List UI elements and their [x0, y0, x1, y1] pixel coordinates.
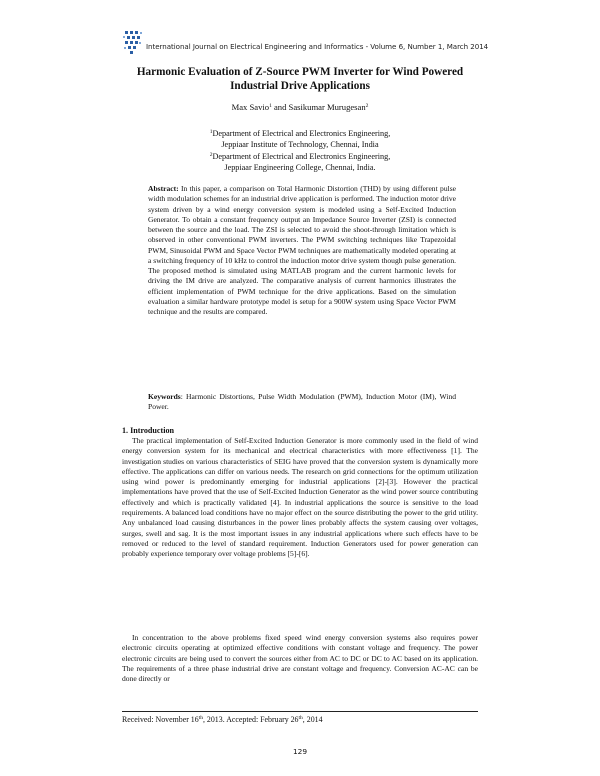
affiliation-1-line-2: Jeppiaar Institute of Technology, Chennai, India [221, 139, 379, 149]
affiliations [100, 127, 500, 174]
author-affil-mark: 2 [365, 103, 369, 109]
journal-logo-icon [122, 28, 144, 58]
introduction-paragraph-2: In concentration to the above problems fixed speed wind energy conversion systems also requires power electronic circuits operating at optimized effective conditions with constant voltage and frequency. The power electronic circuits are being used to convert the sources either from AC to DC or DC to AC based on its application. The requirements of a three phase industrial drive are constant voltage and frequency. Conversion AC-AC can be done directly or [122, 633, 478, 684]
abstract-text: In this paper, a comparison on Total Harmonic Distortion (THD) by using different pulse width modulation schemes for an industrial drive application is performed. The induction motor drive system driven by a wind energy conversion system is modeled using a Self-Excited Induction Generator. To obtain a constant frequency output an Impedance Source Inverter (ZSI) is connected between the source and the load. The ZSI is selected to avoid the shoot-through limitation which is observed in other conventional PWM inverters. The PWM switching techniques like Trapezoidal PWM, Sinusoidal PWM and Space Vector PWM techniques are mathematically modeled operating at a switching frequency of 10 kHz to control the induction motor drive system though pulse generation. The proposed method is simulated using MATLAB program and the current harmonic levels for driving the IM drive are analyzed. The comparative analysis of current harmonics illustrates the efficient implementation of PWM technique for the drive applications. Based on the simulation evaluation a similar hardware prototype model is setup for a 900W system using Space Vector PWM technique and the results are compared. [148, 184, 456, 316]
page-number: 129 [292, 747, 308, 756]
affiliation-2-line-1: $^2$Department of Electrical and Electronics Engineering, [209, 152, 391, 162]
author-name: Sasikumar Murugesan [288, 102, 366, 112]
journal-citation-line: International Journal on Electrical Engineering and Informatics - Volume 6, Number 1, March 2014 [146, 42, 489, 51]
keywords [148, 392, 456, 413]
abstract-label: Abstract: [148, 184, 179, 193]
body-paragraph [122, 436, 478, 560]
author-separator: and [271, 102, 289, 112]
author-name: Max Savio [231, 102, 270, 112]
title-line-1: Harmonic Evaluation of Z-Source PWM Inverter for Wind Powered [136, 66, 464, 78]
keywords-text: : Harmonic Distortions, Pulse Width Modulation (PWM), Induction Motor (IM), Wind Power. [148, 392, 456, 412]
author-affil-mark: 1 [269, 103, 272, 109]
footnote-divider [122, 711, 478, 712]
affiliation-1-line-1: $^1$Department of Electrical and Electronics Engineering, [209, 129, 391, 138]
affiliation-2-line-2: Jeppiaar Engineering College, Chennai, India. [224, 163, 376, 173]
journal-header [122, 28, 502, 58]
section-heading-introduction: 1. Introduction [122, 426, 175, 435]
keywords-label: Keywords [148, 392, 181, 401]
affil-mark: 2 [209, 152, 213, 159]
introduction-paragraph-1: The practical implementation of Self-Excited Induction Generator is more commonly used in the field of wind energy conversion system for its mechanical and electrical characteristics with more effectiveness [1]. The investigation studies on various characteristics of SEIG have proved that the conversion system is dynamically more effective. The applications can differ on various needs. The research on grid connections for the optimum utilization using wind power is predominantly emerging for industrial applications [2]-[3]. However the practical implementations have proved that the use of Self-Excited Induction Generator as the wind power source contributing effectively and which is practically validated [4]. In industrial applications the source is sensitive to the load requirements. A balanced load conditions have no major effect on the source distributing the power to the grid utility. Any unbalanced load causing disturbances in the power lines probably affects the system causing over voltages, surges, swell and sag. It is the most important issues in any industrial applications where such effects have to be removed or reduced to the level of standard requirement. Induction Generators used for power generation can probably experience temporary over voltage problems [5]-[6]. [122, 436, 478, 559]
received-accepted-dates: Received: November 16th, 2013. Accepted: February 26th, 2014 [122, 715, 323, 724]
author-list [100, 102, 500, 112]
affil-mark: 1 [209, 129, 213, 135]
body-paragraph [122, 633, 478, 684]
abstract [148, 184, 456, 317]
paper-title [100, 65, 500, 93]
title-line-2: Industrial Drive Applications [230, 80, 370, 92]
